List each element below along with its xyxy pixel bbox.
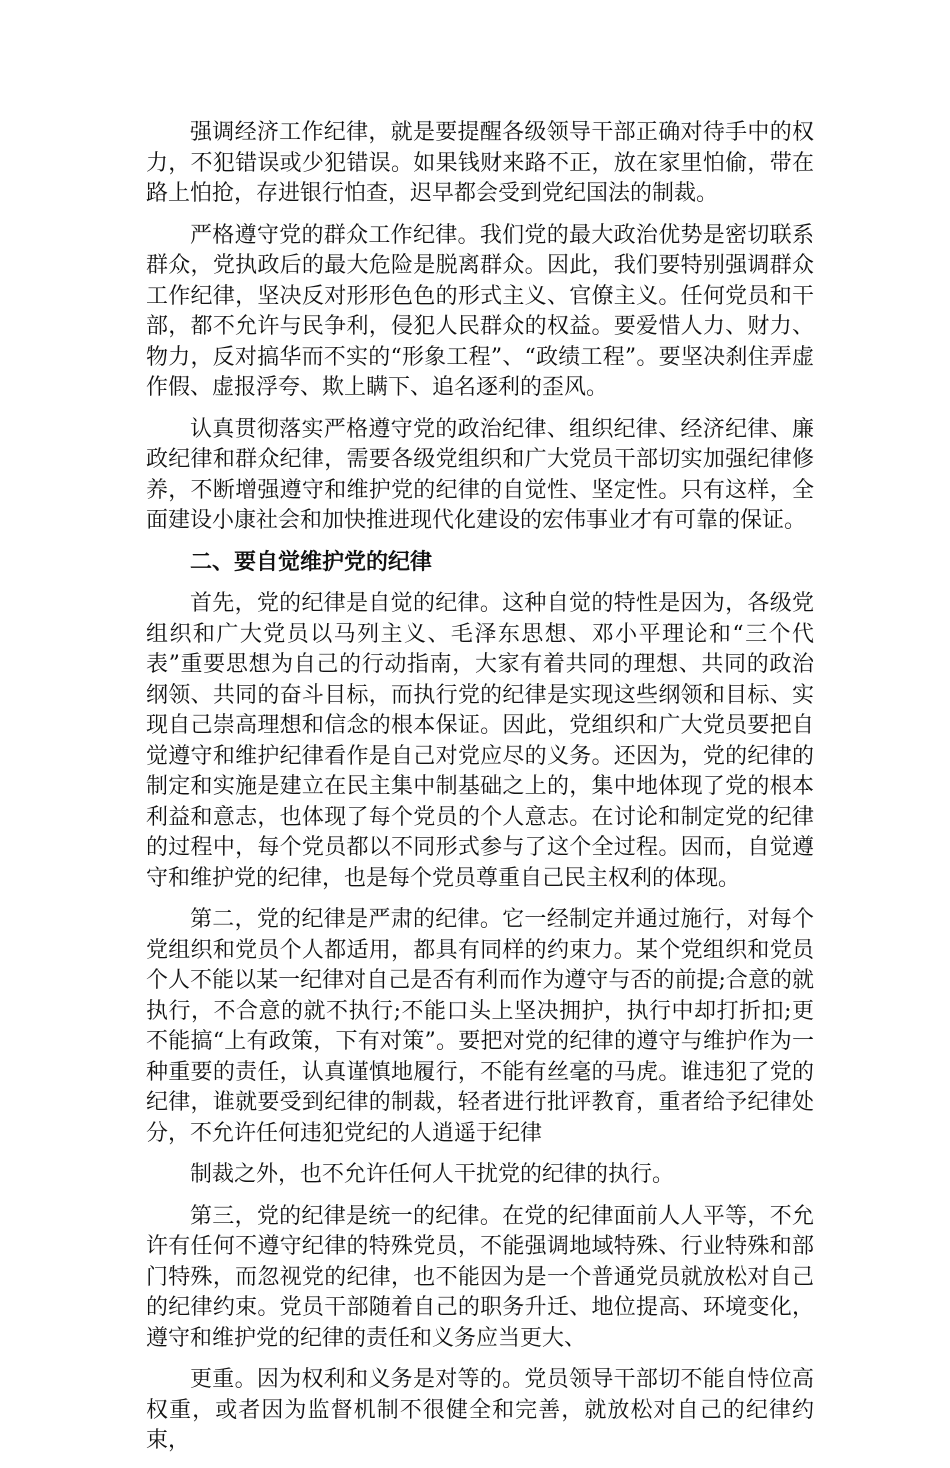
paragraph-conscious-discipline: 首先，党的纪律是自觉的纪律。这种自觉的特性是因为，各级党组织和广大党员以马列主义、毛泽东思想、邓小平理论和“三个代表”重要思想为自己的行动指南，大家有着共同的理想、共同的政治纲领、共同的奋斗目标，而执行党的纪律是实现这些纲领和目标、实现自己崇高理想和信念的根本保证。因此，党组织和广大党员要把自觉遵守和维护纪律看作是自己对党应尽的义务。还因为，党的纪律的制定和实施是建立在民主集中制基础之上的，集中地体现了党的根本利益和意志，也体现了每个党员的个人意志。在讨论和制定党的纪律的过程中，每个党员都以不同形式参与了这个全过程。因而，自觉遵守和维护党的纪律，也是每个党员尊重自己民主权利的体现。 xyxy=(146,591,814,891)
paragraph-mass-work-discipline: 严格遵守党的群众工作纪律。我们党的最大政治优势是密切联系群众，党执政后的最大危险是脱离群众。因此，我们要特别强调群众工作纪律，坚决反对形形色色的形式主义、官僚主义。任何党员和干部，都不允许与民争利，侵犯人民群众的权益。要爱惜人力、财力、物力，反对搞华而不实的“形象工程”、“政绩工程”。要坚决刹住弄虚作假、虚报浮夸、欺上瞒下、追名逐利的歪风。 xyxy=(146,222,814,400)
paragraph-unified-discipline: 第三，党的纪律是统一的纪律。在党的纪律面前人人平等，不允许有任何不遵守纪律的特殊党员，不能强调地域特殊、行业特殊和部门特殊，而忽视党的纪律，也不能因为是一个普通党员就放松对自己的纪律约束。党员干部随着自己的职务升迁、地位提高、环境变化，遵守和维护党的纪律的责任和义务应当更大、 xyxy=(146,1203,814,1351)
section-heading: 二、要自觉维护党的纪律 xyxy=(190,549,433,575)
document-page xyxy=(146,118,814,1468)
paragraph-rights-obligations: 更重。因为权利和义务是对等的。党员领导干部切不能自恃位高权重，或者因为监督机制不很健全和完善，就放松对自己的纪律约束， xyxy=(146,1367,814,1453)
paragraph-serious-discipline: 第二，党的纪律是严肃的纪律。它一经制定并通过施行，对每个党组织和党员个人都适用，都具有同样的约束力。某个党组织和党员个人不能以某一纪律对自己是否有利而作为遵守与否的前提;合意的就执行，不合意的就不执行;不能口头上坚决拥护，执行中却打折扣;更不能搞“上有政策，下有对策”。要把对党的纪律的遵守与维护作为一种重要的责任，认真谨慎地履行，不能有丝毫的马虎。谁违犯了党的纪律，谁就要受到纪律的制裁，轻者进行批评教育，重者给予纪律处分，不允许任何违犯党纪的人逍遥于纪律 xyxy=(146,907,814,1146)
paragraph-sanction-continuation: 制裁之外，也不允许任何人干扰党的纪律的执行。 xyxy=(190,1162,675,1187)
paragraph-economic-discipline: 强调经济工作纪律，就是要提醒各级领导干部正确对待手中的权力，不犯错误或少犯错误。如果钱财来路不正，放在家里怕偷，带在路上怕抢，存进银行怕查，迟早都会受到党纪国法的制裁。 xyxy=(146,120,814,206)
paragraph-implement-disciplines: 认真贯彻落实严格遵守党的政治纪律、组织纪律、经济纪律、廉政纪律和群众纪律，需要各级党组织和广大党员干部切实加强纪律修养，不断增强遵守和维护党的纪律的自觉性、坚定性。只有这样，全面建设小康社会和加快推进现代化建设的宏伟事业才有可靠的保证。 xyxy=(146,416,814,533)
